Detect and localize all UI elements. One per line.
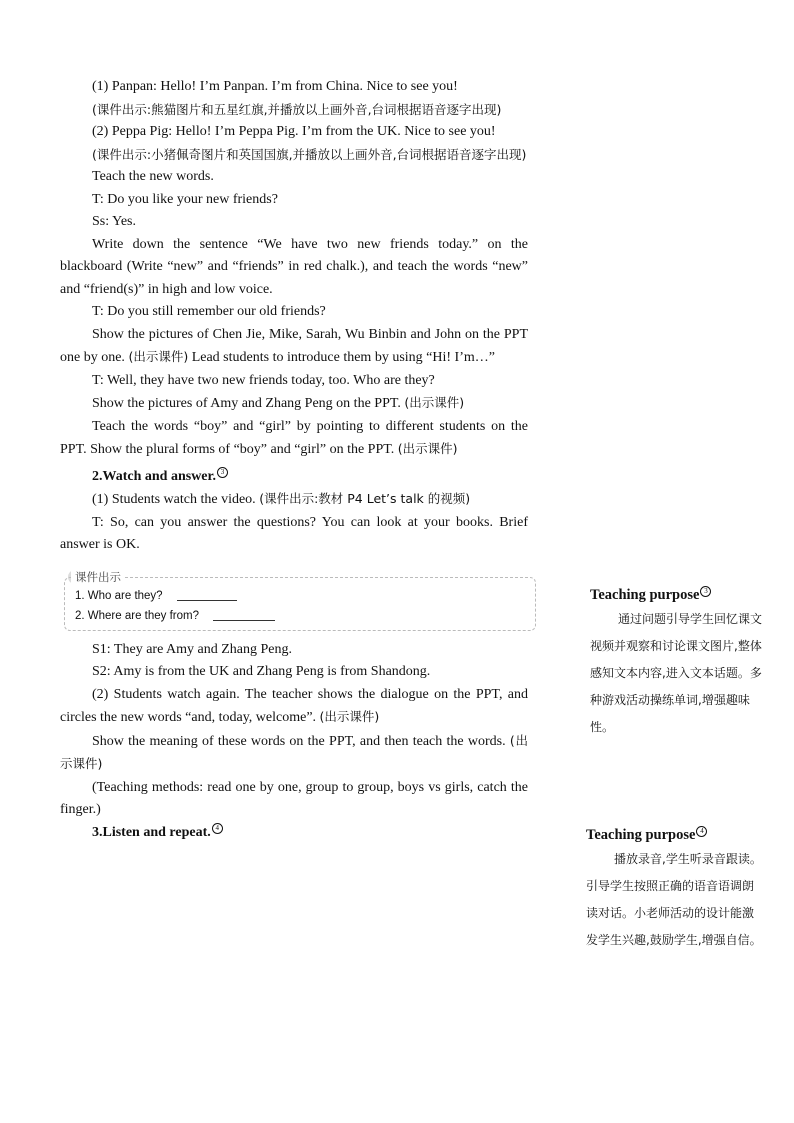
note-body: 通过问题引导学生回忆课文视频并观察和讨论课文图片,整体感知文本内容,进入文本话题。多种游戏活动操练单词,增强趣味性。 [590,611,763,734]
dialogue-line: T: Well, they have two new friends today, too. Who are they? [92,372,435,388]
courseware-note: (出示课件) [60,732,528,771]
dialogue-line: T: So, can you answer the questions? You can look at your books. Brief answer is OK. [60,514,528,552]
dialogue-line: Ss: Yes. [92,214,136,229]
note-body: 播放录音,学生听录音跟读。引导学生按照正确的语音语调朗读对话。小老师活动的设计能激发学生兴趣,鼓励学生,增强自信。 [586,851,762,947]
paragraph-text: Show the meaning of these words on the PPT, and then teach the words. [92,733,506,749]
heading-text: 3.Listen and repeat. [92,824,211,840]
courseware-note: (出示课件) [397,441,458,456]
section-heading-watch [60,466,528,489]
note-title-text: Teaching purpose [590,586,700,603]
section-heading-listen [60,822,528,845]
paragraph [60,416,528,462]
paragraph-text: Teach the words “boy” and “girl” by pointing to different students on the PPT. Show the plural forms of “boy” and “girl” on the PPT. [60,418,528,457]
paragraph-text: Lead students to introduce them by using “Hi! I’m…” [191,350,495,365]
teaching-purpose-note-4 [586,826,762,954]
teaching-purpose-note-3 [590,586,762,741]
paragraph: Write down the sentence “We have two new friends today.” on the blackboard (Write “new” and “friends” in red chalk.), and teach the words “new” and “friend(s)” in high and low voice. [60,236,528,297]
question-text: 1. Who are they? [75,589,163,602]
footnote-marker: 4 [212,823,223,834]
dialogue-line: S1: They are Amy and Zhang Peng. [92,641,292,657]
courseware-note: (课件出示:教材 P4 Let’s talk 的视频) [259,491,471,506]
footnote-marker: 4 [696,826,707,837]
footnote-marker: 3 [700,586,711,597]
courseware-note: (课件出示:小猪佩奇图片和英国国旗,并播放以上画外音,台词根据语音逐字出现) [92,146,527,162]
note-title-text: Teaching purpose [586,826,696,843]
dialogue-line: T: Do you like your new friends? [92,191,278,207]
courseware-note: (出示课件) [128,349,189,364]
paragraph [60,730,528,777]
heading-text: 2.Watch and answer. [92,468,216,484]
footnote-marker: 3 [217,467,228,478]
lesson-main-column [60,76,528,844]
courseware-question-box [64,569,536,631]
peppa-line: (2) Peppa Pig: Hello! I’m Peppa Pig. I’m from the UK. Nice to see you! [92,124,496,139]
teaching-methods: (Teaching methods: read one by one, group to group, boys vs girls, catch the finger.) [60,779,528,817]
answer-blank [213,620,275,621]
paragraph [60,488,528,512]
paragraph [60,324,528,370]
paragraph: Teach the new words. [92,169,214,184]
paragraph [60,684,528,730]
courseware-note: (课件出示:熊猫图片和五星红旗,并播放以上画外音,台词根据语音逐字出现) [92,101,502,117]
paragraph-text: Show the pictures of Amy and Zhang Peng on the PPT. [92,396,401,411]
note-title [586,826,762,844]
answer-blank [177,600,237,601]
dialogue-line: T: Do you still remember our old friends? [92,304,326,319]
question-2 [75,609,275,623]
paragraph-text: (1) Students watch the video. [92,492,256,507]
panpan-line: (1) Panpan: Hello! I’m Panpan. I’m from China. Nice to see you! [92,79,458,94]
courseware-note: (出示课件) [404,395,465,410]
question-text: 2. Where are they from? [75,609,199,622]
box-label: 课件出示 [71,569,125,585]
courseware-note: (出示课件) [319,709,380,724]
paragraph-text: (2) Students watch again. The teacher shows the dialogue on the PPT, and circles the new words “and, today, welcome”. [60,686,528,725]
paragraph [60,392,528,416]
paragraph-text: Show the pictures of Chen Jie, Mike, Sarah, Wu Binbin and John on the PPT one by one. [60,326,528,365]
note-title [590,586,762,604]
dialogue-line: S2: Amy is from the UK and Zhang Peng is from Shandong. [92,664,431,679]
question-1 [75,589,237,603]
